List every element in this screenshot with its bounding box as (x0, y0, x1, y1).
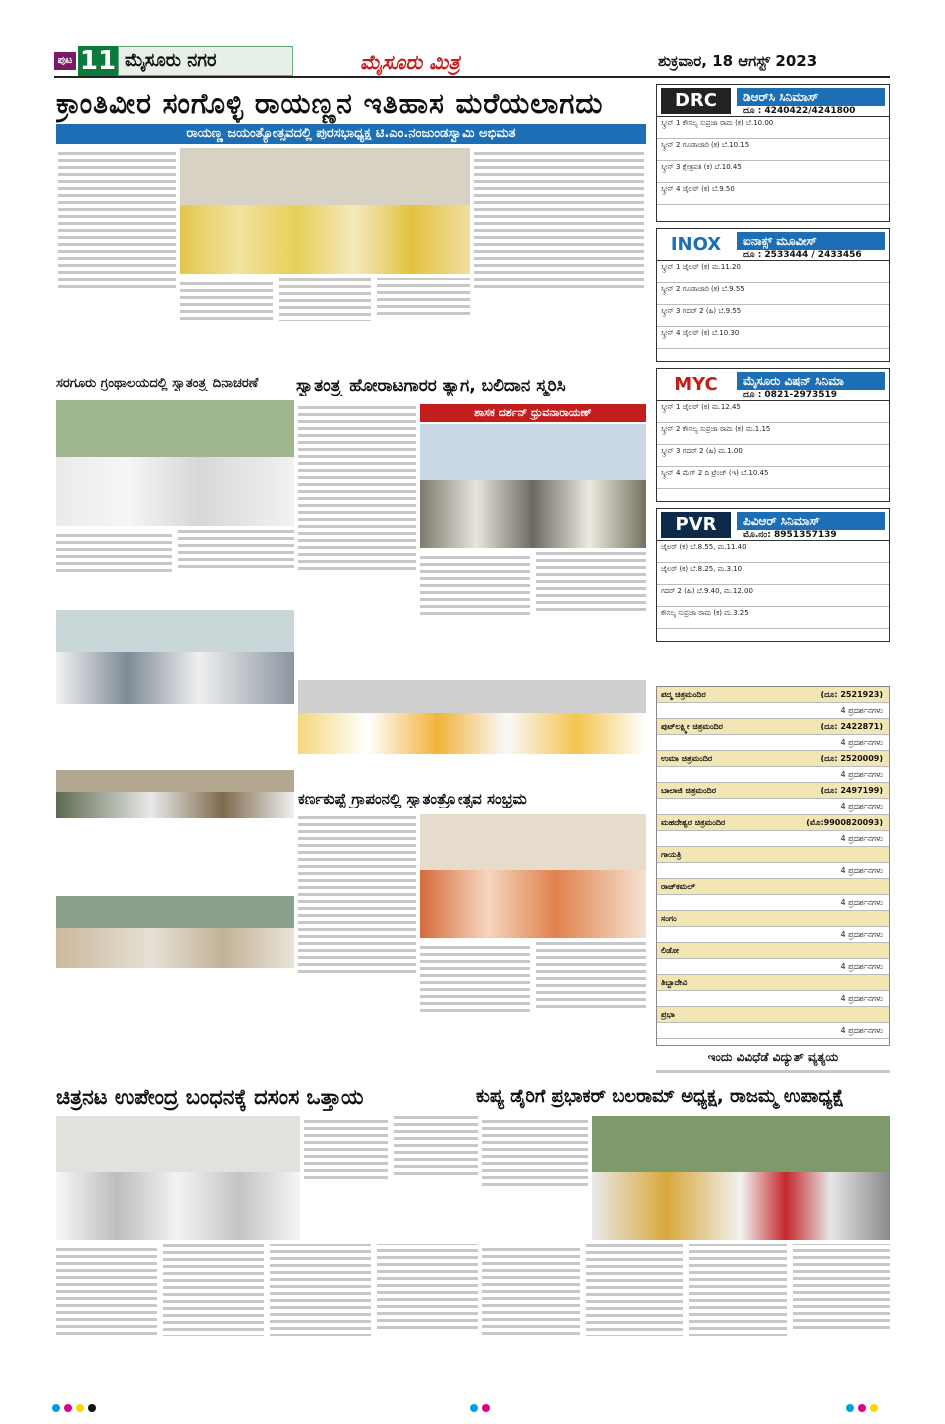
myc-name: ಮೈಸೂರು ವಿಷನ್ ಸಿನಿಮಾ (737, 372, 885, 390)
myc-logo: MYC (674, 374, 718, 395)
power-cut-text (656, 1066, 890, 1078)
theatre-name: ಬಾಲಾಜಿ ಚಿತ್ರಮಂದಿರ (ದೂ: 2497199) (657, 783, 889, 799)
dairy-photo (592, 1116, 890, 1240)
registration-dot (858, 1404, 866, 1412)
page-label: ಪುಟ (54, 52, 76, 70)
freedom-tag: ಶಾಸಕ ದರ್ಶನ್ ಧ್ರುವನಾರಾಯಣ್ (420, 404, 646, 422)
cinema-myc (656, 368, 890, 502)
upendra-photo (56, 1116, 300, 1240)
theatre-shows: 4 ಪ್ರದರ್ಶನಗಳು (657, 767, 889, 783)
inox-screen-4: ಸ್ಕ್ರೀನ್ 4 ಜೈಲರ್ (ಕ) ಬೆ.10.30 (657, 327, 889, 349)
registration-dot (846, 1404, 854, 1412)
inox-logo: INOX (670, 234, 722, 255)
school-photo (56, 610, 294, 704)
cinema-pvr (656, 508, 890, 642)
police-caption (56, 972, 294, 1018)
pvr-logo: PVR (661, 512, 731, 538)
theatre-list (656, 686, 890, 1046)
upendra-column-2 (56, 1244, 478, 1390)
dairy-column-2 (482, 1244, 890, 1390)
drc-screen-1: ಸ್ಕ್ರೀನ್ 1 ಕೌಸಲ್ಯ ಸುಪ್ರಜಾ ರಾಮ (ಕ) ಬೆ.10.00 (657, 117, 889, 139)
myc-phone: ದೂ : 0821-2973519 (743, 390, 838, 400)
registration-dot (76, 1404, 84, 1412)
inox-name: ಐನಾಕ್ಸ್ ಮೂವೀಸ್ (737, 232, 885, 250)
masthead-rule (54, 76, 890, 78)
cinema-inox (656, 228, 890, 362)
theatre-name: ಉಮಾ ಚಿತ್ರಮಂದಿರ (ದೂ: 2520009) (657, 751, 889, 767)
freedom-column-2 (420, 552, 646, 674)
karnakuppe-headline: ಕರ್ಣಕುಪ್ಪೆ ಗ್ರಾಪಂನಲ್ಲಿ ಸ್ವಾತಂತ್ರ್ಯೋತ್ಸವ ಸಂಭ್ರಮ (298, 790, 527, 808)
section-name: ಮೈಸೂರು ನಗರ (118, 46, 293, 76)
pvr-screen-4: ಕೌಸಲ್ಯ ಸುಪ್ರಜಾ ರಾಮ (ಕ) ಮ.3.25 (657, 607, 889, 629)
theatre-shows: 4 ಪ್ರದರ್ಶನಗಳು (657, 895, 889, 911)
theatre-name: ರಾಜ್‌ಕಮಲ್ (657, 879, 889, 895)
theatre-name: ಲಿಡೋ (657, 943, 889, 959)
theatre-name: ಪುಟ್‌ಲಕ್ಷ್ಮೀ ಚಿತ್ರಮಂದಿರ (ದೂ: 2422871) (657, 719, 889, 735)
pvr-name: ಪಿವಿಆರ್ ಸಿನಿಮಾಸ್ (737, 512, 885, 530)
registration-dot (470, 1404, 478, 1412)
power-cut-headline: ಇಂದು ವಿವಿಧೆಡೆ ವಿದ್ಯುತ್ ವ್ಯತ್ಯಯ (707, 1050, 839, 1064)
myc-screen-3: ಸ್ಕ್ರೀನ್ 3 ಗದರ್ 2 (ಹಿ) ಮ.1.00 (657, 445, 889, 467)
freedom-headline: ಸ್ವಾತಂತ್ರ್ಯ ಹೋರಾಟಗಾರರ ತ್ಯಾಗ, ಬಲಿದಾನ ಸ್ಮರಿಸಿ (296, 376, 566, 396)
freedom-column-1 (298, 402, 416, 674)
theatre-shows: 4 ಪ್ರದರ್ಶನಗಳು (657, 991, 889, 1007)
theatre-shows: 4 ಪ್ರದರ್ಶನಗಳು (657, 703, 889, 719)
library-photo (56, 400, 294, 526)
theatre-name: ಪದ್ಮ ಚಿತ್ರಮಂದಿರ (ದೂ: 2521923) (657, 687, 889, 703)
registration-dot (52, 1404, 60, 1412)
myc-screen-4: ಸ್ಕ್ರೀನ್ 4 ಮೆಗ್ 2 ದಿ ಟ್ರೆಂಚ್ (ಇ) ಬೆ.10.45 (657, 467, 889, 489)
drc-phone: ದೂ : 4240422/4241800 (743, 106, 856, 116)
lead-column-2 (180, 278, 470, 370)
theatre-name: ಮಹದೇಶ್ವರ ಚಿತ್ರಮಂದಿರ (ಮೊ:9900820093) (657, 815, 889, 831)
lead-column-3 (474, 148, 644, 368)
independence-caption (56, 822, 294, 892)
inox-screen-1: ಸ್ಕ್ರೀನ್ 1 ಜೈಲರ್ (ಕ) ಮ.11.20 (657, 261, 889, 283)
karnakuppe-photo (420, 814, 646, 938)
theatre-shows: 4 ಪ್ರದರ್ಶನಗಳು (657, 735, 889, 751)
dairy-headline: ಕುಪ್ಯ ಡೈರಿಗೆ ಪ್ರಭಾಕರ್ ಬಲರಾಮ್ ಅಧ್ಯಕ್ಷ, ರಾಜಮ್ಮ ಉಪಾಧ್ಯಕ್ಷೆ (476, 1086, 845, 1107)
flag-photo (420, 424, 646, 548)
library-text (56, 530, 294, 606)
inox-phone: ದೂ : 2533444 / 2433456 (743, 250, 862, 260)
theatre-shows: 4 ಪ್ರದರ್ಶನಗಳು (657, 799, 889, 815)
school-caption (56, 706, 294, 746)
drc-screen-4: ಸ್ಕ್ರೀನ್ 4 ಜೈಲರ್ (ಕ) ಬೆ.9.50 (657, 183, 889, 205)
upendra-headline: ಚಿತ್ರನಟ ಉಪೇಂದ್ರ ಬಂಧನಕ್ಕೆ ದಸಂಸ ಒತ್ತಾಯ (56, 1085, 364, 1109)
theatre-name: ಸಂಗಂ (657, 911, 889, 927)
theatre-name: ಪ್ರಭಾ (657, 1007, 889, 1023)
pvr-phone: ಮೊ.ನಂ: 8951357139 (743, 530, 837, 540)
theatre-shows: 4 ಪ್ರದರ್ಶನಗಳು (657, 927, 889, 943)
myc-screen-2: ಸ್ಕ್ರೀನ್ 2 ಕೌಸಲ್ಯ ಸುಪ್ರಜಾ ರಾಮ (ಕ) ಮ.1.15 (657, 423, 889, 445)
karnakuppe-column-2 (420, 942, 646, 1076)
registration-dot (88, 1404, 96, 1412)
lead-headline: ಕ್ರಾಂತಿವೀರ ಸಂಗೊಳ್ಳಿ ರಾಯಣ್ಣನ ಇತಿಹಾಸ ಮರೆಯಲಾಗದು (56, 87, 604, 120)
theatre-shows: 4 ಪ್ರದರ್ಶನಗಳು (657, 831, 889, 847)
independence-photo (56, 770, 294, 818)
dairy-column-1 (482, 1116, 588, 1240)
karnakuppe-column-1 (298, 812, 416, 1076)
lead-subhead: ರಾಯಣ್ಣ ಜಯಂತ್ಯೋತ್ಸವದಲ್ಲಿ ಪುರಸಭಾಧ್ಯಕ್ಷ ಟಿ.ಎಂ.ನಂಜುಂಡಸ್ವಾಮಿ ಅಭಿಮತ (56, 124, 646, 144)
lead-column-1 (58, 148, 176, 368)
upendra-column-1 (304, 1116, 478, 1240)
drc-screen-3: ಸ್ಕ್ರೀನ್ 3 ಕ್ಷೇತ್ರಪತಿ (ಕ) ಬೆ.10.45 (657, 161, 889, 183)
police-photo (56, 896, 294, 968)
theatre-shows: 4 ಪ್ರದರ್ಶನಗಳು (657, 959, 889, 975)
felicitation-caption (298, 756, 646, 786)
pvr-screen-1: ಜೈಲರ್ (ಕ) ಬೆ.8.55, ಮ.11.40 (657, 541, 889, 563)
registration-dot (64, 1404, 72, 1412)
theatre-name: ಗಾಯತ್ರಿ (657, 847, 889, 863)
theatre-shows: 4 ಪ್ರದರ್ಶನಗಳು (657, 1023, 889, 1039)
theatre-shows: 4 ಪ್ರದರ್ಶನಗಳು (657, 863, 889, 879)
cinema-drc (656, 84, 890, 222)
pvr-screen-3: ಗದರ್ 2 (ಹಿ) ಬೆ.9.40, ಮ.12.00 (657, 585, 889, 607)
felicitation-photo (298, 680, 646, 754)
drc-logo: DRC (661, 88, 731, 114)
newspaper-logo: ಮೈಸೂರು ಮಿತ್ರ (360, 50, 460, 74)
inox-screen-3: ಸ್ಕ್ರೀನ್ 3 ಗದರ್ 2 (ಹಿ) ಬೆ.9.55 (657, 305, 889, 327)
masthead (0, 0, 945, 82)
theatre-name: ತಿಬ್ಬಾದೇವಿ (657, 975, 889, 991)
lead-photo (180, 148, 470, 274)
pvr-screen-2: ಜೈಲರ್ (ಕ) ಬೆ.8.25, ಮ.3.10 (657, 563, 889, 585)
registration-dot (870, 1404, 878, 1412)
registration-dot (482, 1404, 490, 1412)
inox-screen-2: ಸ್ಕ್ರೀನ್ 2 ಗೂಡಾಚಾರಿ (ಕ) ಬೆ.9.55 (657, 283, 889, 305)
drc-screen-2: ಸ್ಕ್ರೀನ್ 2 ಗೂಡಾಚಾರಿ (ಕ) ಬೆ.10.15 (657, 139, 889, 161)
drc-name: ಡಿಆರ್‌ಸಿ ಸಿನಿಮಾಸ್ (737, 88, 885, 106)
page-number: 11 (79, 46, 117, 76)
myc-screen-1: ಸ್ಕ್ರೀನ್ 1 ಜೈಲರ್ (ಕ) ಮ.12.45 (657, 401, 889, 423)
issue-date: ಶುಕ್ರವಾರ, 18 ಆಗಸ್ಟ್ 2023 (658, 52, 818, 70)
library-headline: ಸರಗೂರು ಗ್ರಂಥಾಲಯದಲ್ಲಿ ಸ್ವಾತಂತ್ರ್ಯ ದಿನಾಚರಣೆ (56, 376, 259, 391)
